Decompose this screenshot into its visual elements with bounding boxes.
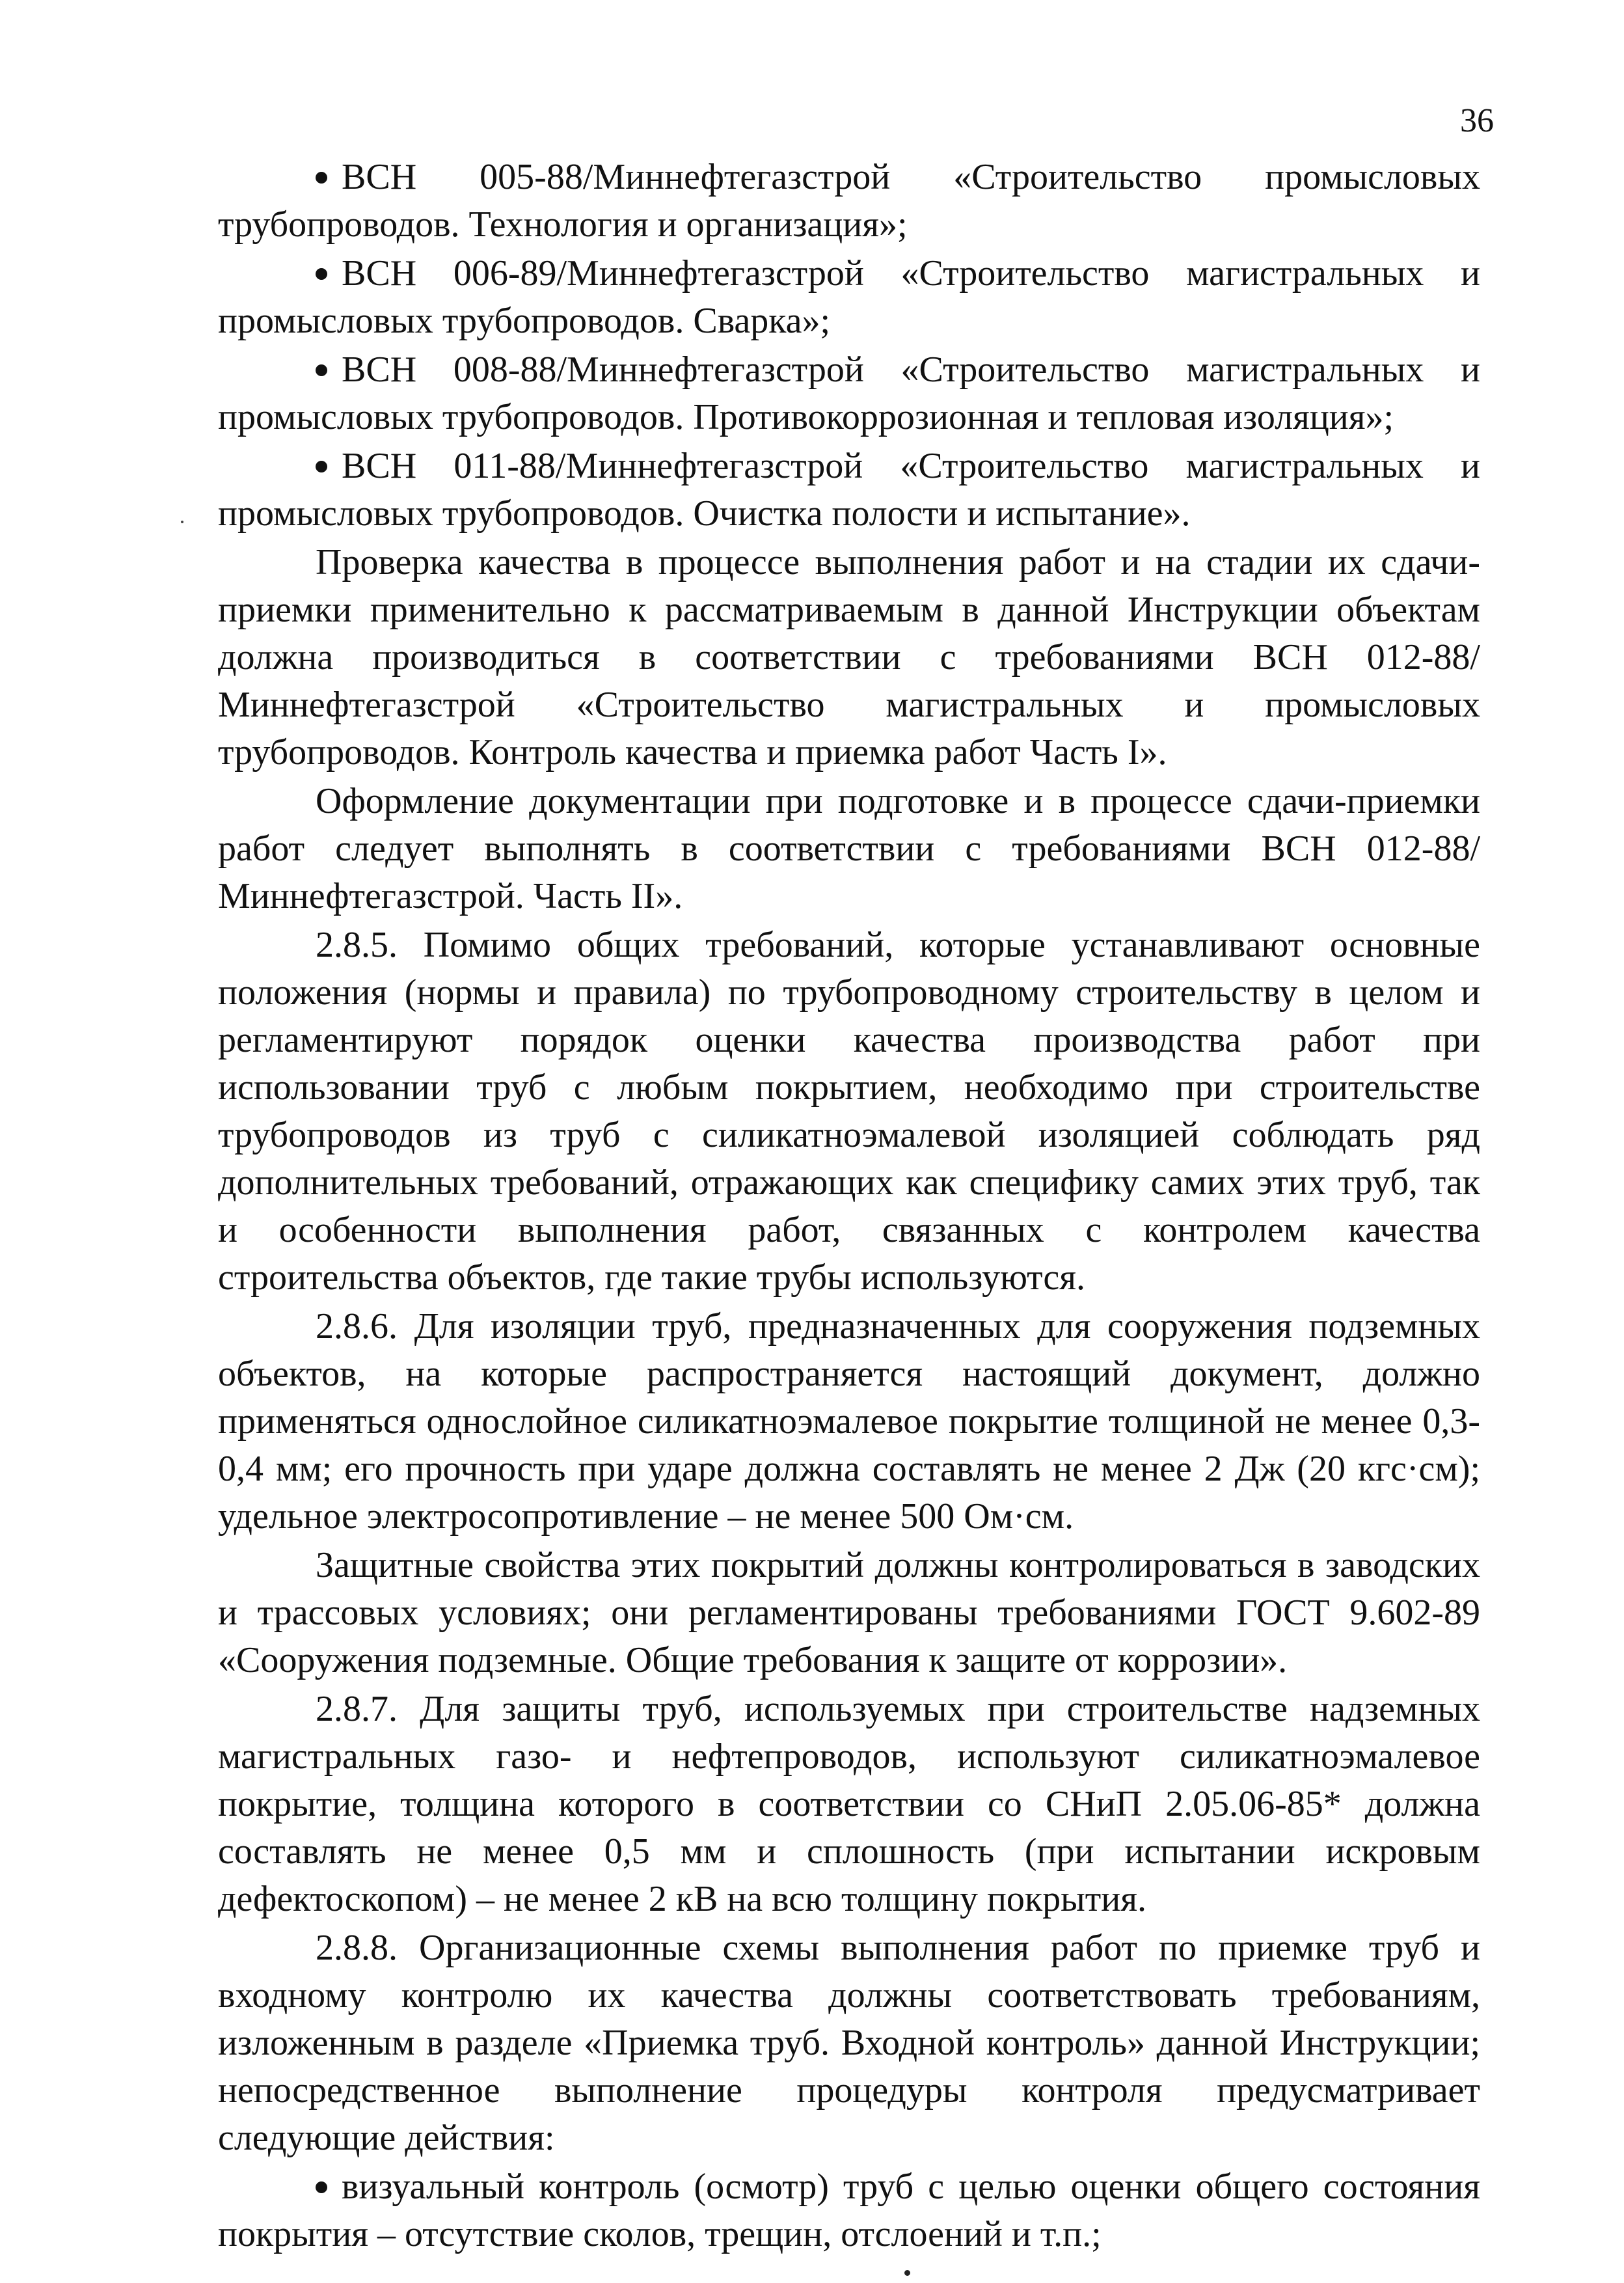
paragraph-2-8-5: 2.8.5. Помимо общих требований, которые устанавливают основные положения (нормы и правила) по трубопроводному строительству в целом и регламентируют порядок оценки качества производства работ при использовании труб с любым покрытием, необходимо при строительстве трубопроводов из труб с силикатноэмалевой изоляцией соблюдать ряд дополнительных требований, отражающих как специфику самих этих труб, так и особенности выполнения работ, связанных с контролем качества строительства объектов, где такие трубы используются. xyxy=(218,925,1480,1298)
page-number: 36 xyxy=(1460,102,1494,139)
paragraph-2-8-7: 2.8.7. Для защиты труб, используемых при строительстве надземных магистральных газо- и нефтепроводов, используют силикатноэмалевое покрытие, толщина которого в соответствии со СНиП 2.05.06-85* должна составлять не менее 0,5 мм и сплошность (при испытании искровым дефектоскопом) – не менее 2 кВ на всю толщину покрытия. xyxy=(218,1689,1480,1919)
scan-speck xyxy=(181,521,183,523)
paragraph-documentation: Оформление документации при подготовке и в процессе сдачи-приемки работ следует выполнять в соответствии с требованиями ВСН 012-88/Миннефтегазстрой. Часть II». xyxy=(218,781,1480,916)
bullet-item-vsn-006 xyxy=(218,250,1480,345)
bullet-text: ВСН 011-88/Миннефтегазстрой «Строительство магистральных и промысловых трубопроводов. Очистка полости и испытание». xyxy=(218,446,1480,534)
bullet-item-vsn-005 xyxy=(218,154,1480,249)
bullet-icon xyxy=(316,154,342,201)
paragraph-2-8-8: 2.8.8. Организационные схемы выполнения работ по приемке труб и входному контролю их качества должны соответствовать требованиям, изложенным в разделе «Приемка труб. Входной контроль» данной Инструкции; непосредственное выполнение процедуры контроля предусматривает следующие действия: xyxy=(218,1928,1480,2158)
bullet-text: визуальный контроль (осмотр) труб с целью оценки общего состояния покрытия – отсутствие сколов, трещин, отслоений и т.п.; xyxy=(218,2167,1480,2254)
bullet-text: ВСН 008-88/Миннефтегазстрой «Строительство магистральных и промысловых трубопроводов. Противокоррозионная и тепловая изоляция»; xyxy=(218,349,1480,437)
bullet-item-vsn-011 xyxy=(218,443,1480,538)
bullet-icon xyxy=(316,2163,342,2211)
paragraph-2-8-6: 2.8.6. Для изоляции труб, предназначенных для сооружения подземных объектов, на которые распространяется настоящий документ, должно применяться однослойное силикатноэмалевое покрытие толщиной не менее 0,3-0,4 мм; его прочность при ударе должна составлять не менее 2 Дж (20 кгс·см); удельное электросопротивление – не менее 500 Ом·см. xyxy=(218,1306,1480,1537)
paragraph-quality-check: Проверка качества в процессе выполнения работ и на стадии их сдачи-приемки применительно к рассматриваемым в данной Инструкции объектам должна производиться в соответствии с требованиями ВСН 012-88/Миннефтегазстрой «Строительство магистральных и промысловых трубопроводов. Контроль качества и приемка работ Часть I». xyxy=(218,542,1480,772)
document-body xyxy=(218,154,1480,2260)
bullet-text: ВСН 005-88/Миннефтегазстрой «Строительство промысловых трубопроводов. Технология и организация»; xyxy=(218,157,1480,245)
bullet-icon xyxy=(316,443,342,490)
bullet-item-vsn-008 xyxy=(218,346,1480,441)
paragraph-protective-properties: Защитные свойства этих покрытий должны контролироваться в заводских и трассовых условиях; они регламентированы требованиями ГОСТ 9.602-89 «Сооружения подземные. Общие требования к защите от коррозии». xyxy=(218,1545,1480,1680)
bullet-icon xyxy=(316,250,342,297)
bullet-item-visual-inspection xyxy=(218,2163,1480,2258)
bullet-icon xyxy=(316,346,342,394)
scan-speck xyxy=(904,2270,910,2276)
bullet-text: ВСН 006-89/Миннефтегазстрой «Строительство магистральных и промысловых трубопроводов. Сварка»; xyxy=(218,253,1480,341)
